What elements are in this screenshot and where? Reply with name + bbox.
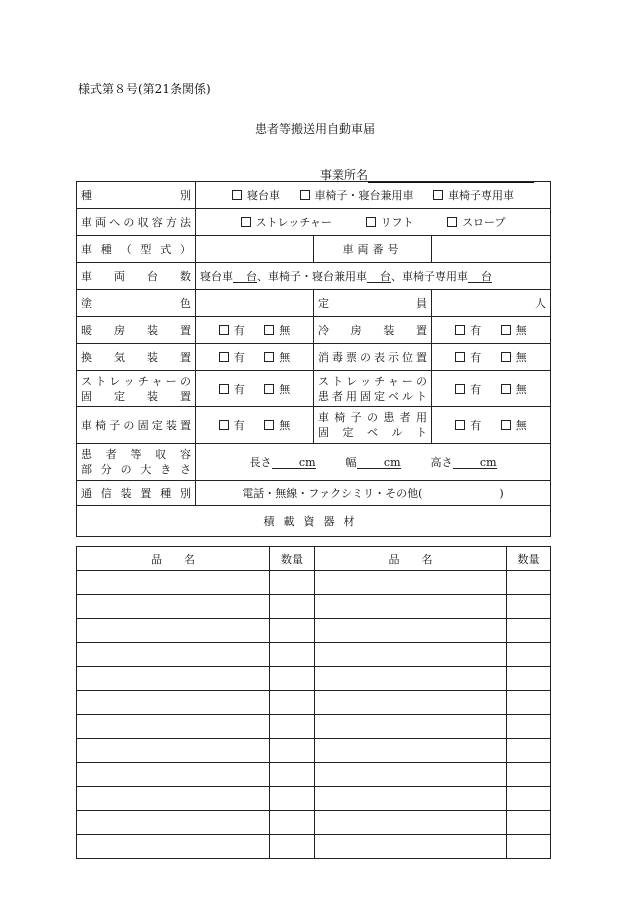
item-cell[interactable] [315, 691, 507, 715]
item-cell[interactable] [315, 619, 507, 643]
plate-label: 車両番号 [314, 236, 432, 263]
qty-cell[interactable] [270, 595, 315, 619]
qty-cell[interactable] [270, 571, 315, 595]
stretcher-fix-options [196, 371, 314, 407]
table-row [77, 715, 551, 739]
cooling-yes[interactable]: 有 [455, 324, 481, 337]
stretcher-belt-options [432, 371, 551, 407]
table-row [77, 667, 551, 691]
table-row [77, 619, 551, 643]
comm-value[interactable]: 電話・無線・ファクシミリ・その他( ) [196, 481, 551, 506]
size-values[interactable]: 長さ cm 幅 cm 高さ cm [196, 444, 551, 481]
wc-fix-options [196, 407, 314, 444]
item-cell[interactable] [315, 715, 507, 739]
item-cell[interactable] [77, 739, 270, 763]
equipment-title: 積載資器材 [77, 506, 551, 537]
item-cell[interactable] [315, 811, 507, 835]
wc-fix-yes[interactable]: 有 [219, 419, 245, 432]
qty-cell[interactable] [270, 667, 315, 691]
qty-cell[interactable] [507, 763, 551, 787]
qty-cell[interactable] [270, 835, 315, 859]
stretcher-fix-label: ストレッチャーの 固定装置 [77, 371, 196, 407]
checkbox[interactable] [455, 325, 465, 335]
table-row [77, 763, 551, 787]
qty-cell[interactable] [270, 763, 315, 787]
stretcher-belt-no[interactable]: 無 [501, 383, 527, 396]
qty-cell[interactable] [507, 595, 551, 619]
qty-cell[interactable] [270, 739, 315, 763]
stretcher-fix-yes[interactable]: 有 [219, 383, 245, 396]
paint-value[interactable] [196, 290, 314, 317]
capacity-label: 定員 [314, 290, 432, 317]
ventilation-no[interactable]: 無 [264, 351, 290, 364]
type-option-bed[interactable]: 寝台車 [232, 189, 280, 202]
item-cell[interactable] [77, 763, 270, 787]
checkbox[interactable] [241, 217, 251, 227]
table-row [77, 811, 551, 835]
item-cell[interactable] [77, 667, 270, 691]
ventilation-label: 換気装置 [77, 344, 196, 371]
table-row [77, 691, 551, 715]
ventilation-yes[interactable]: 有 [219, 351, 245, 364]
type-option-wheelchair-bed[interactable]: 車椅子・寝台兼用車 [300, 189, 414, 202]
loading-label: 車両への収容方法 [77, 209, 196, 236]
disinfect-label: 消毒票の表示位置 [314, 344, 432, 371]
table-row [77, 643, 551, 667]
ventilation-options [196, 344, 314, 371]
checkbox[interactable] [447, 217, 457, 227]
qty-cell[interactable] [507, 667, 551, 691]
checkbox[interactable] [219, 420, 229, 430]
checkbox[interactable] [264, 384, 274, 394]
checkbox[interactable] [433, 190, 443, 200]
qty-cell[interactable] [507, 691, 551, 715]
disinfect-yes[interactable]: 有 [455, 351, 481, 364]
item-cell[interactable] [77, 715, 270, 739]
wc-belt-options [432, 407, 551, 444]
checkbox[interactable] [366, 217, 376, 227]
item-cell[interactable] [315, 739, 507, 763]
checkbox[interactable] [219, 352, 229, 362]
item-cell[interactable] [77, 787, 270, 811]
vehicle-type-label: 車種（型式） [77, 236, 196, 263]
checkbox[interactable] [264, 420, 274, 430]
checkbox[interactable] [501, 384, 511, 394]
cooling-label: 冷房装置 [314, 317, 432, 344]
cooling-no[interactable]: 無 [501, 324, 527, 337]
item-cell[interactable] [77, 619, 270, 643]
wc-belt-no[interactable]: 無 [501, 419, 527, 432]
stretcher-fix-no[interactable]: 無 [264, 383, 290, 396]
qty-cell[interactable] [507, 571, 551, 595]
form-number: 様式第８号(第21条関係) [78, 82, 211, 96]
registration-table [76, 181, 551, 537]
item-cell[interactable] [77, 811, 270, 835]
checkbox[interactable] [455, 384, 465, 394]
size-label: 患者等収容 部分の大きさ [77, 444, 196, 481]
heating-options [196, 317, 314, 344]
table-row [77, 835, 551, 859]
business-name-label: 事業所名 [320, 168, 369, 182]
wc-fix-label: 車椅子の固定装置 [77, 407, 196, 444]
item-cell[interactable] [77, 595, 270, 619]
qty-cell[interactable] [270, 715, 315, 739]
item-cell[interactable] [315, 763, 507, 787]
checkbox[interactable] [300, 190, 310, 200]
table-row [77, 787, 551, 811]
checkbox[interactable] [455, 420, 465, 430]
item-cell[interactable] [315, 595, 507, 619]
document-title: 患者等搬送用自動車届 [254, 122, 375, 136]
stretcher-belt-yes[interactable]: 有 [455, 383, 481, 396]
item-cell[interactable] [315, 787, 507, 811]
table-row [77, 595, 551, 619]
vehicle-type-value[interactable] [196, 236, 314, 263]
qty-cell[interactable] [507, 835, 551, 859]
qty-cell[interactable] [507, 811, 551, 835]
paint-label: 塗色 [77, 290, 196, 317]
qty-cell[interactable] [507, 739, 551, 763]
checkbox[interactable] [501, 325, 511, 335]
qty-cell[interactable] [507, 787, 551, 811]
count-value[interactable]: 寝台車 台、車椅子・寝台兼用車 台、車椅子専用車 台 [196, 263, 551, 290]
checkbox[interactable] [219, 384, 229, 394]
qty-cell[interactable] [507, 643, 551, 667]
item-cell[interactable] [77, 643, 270, 667]
item-cell[interactable] [77, 571, 270, 595]
stretcher-belt-label: ストレッチャーの 患者用固定ベルト [314, 371, 432, 407]
heating-no[interactable]: 無 [264, 324, 290, 337]
heating-yes[interactable]: 有 [219, 324, 245, 337]
wc-belt-label: 車椅子の患者用 固定ベルト [314, 407, 432, 444]
heating-label: 暖房装置 [77, 317, 196, 344]
qty-cell[interactable] [270, 691, 315, 715]
cooling-options [432, 317, 551, 344]
type-label: 種 別 [77, 182, 196, 209]
loading-option-slope[interactable]: スロープ [447, 216, 505, 229]
qty-cell[interactable] [270, 811, 315, 835]
checkbox[interactable] [232, 190, 242, 200]
type-options [196, 182, 551, 209]
plate-value[interactable] [432, 236, 551, 263]
loading-options [196, 209, 551, 236]
checkbox[interactable] [501, 352, 511, 362]
qty-cell[interactable] [507, 619, 551, 643]
item-header-right: 品 名 [315, 547, 507, 571]
table-row [77, 739, 551, 763]
item-cell[interactable] [315, 643, 507, 667]
type-option-wheelchair[interactable]: 車椅子専用車 [433, 189, 514, 202]
loading-option-stretcher[interactable]: ストレッチャー [241, 216, 333, 229]
checkbox[interactable] [264, 352, 274, 362]
wc-belt-yes[interactable]: 有 [455, 419, 481, 432]
item-cell[interactable] [315, 667, 507, 691]
qty-cell[interactable] [507, 715, 551, 739]
capacity-unit: 人 [535, 297, 547, 310]
disinfect-no[interactable]: 無 [501, 351, 527, 364]
capacity-value[interactable] [432, 290, 551, 317]
equipment-table [76, 546, 551, 859]
item-header-left: 品 名 [77, 547, 270, 571]
qty-cell[interactable] [270, 619, 315, 643]
qty-cell[interactable] [270, 643, 315, 667]
qty-cell[interactable] [270, 787, 315, 811]
item-cell[interactable] [315, 835, 507, 859]
comm-label: 通信装置種別 [77, 481, 196, 506]
item-cell[interactable] [77, 691, 270, 715]
item-cell[interactable] [315, 571, 507, 595]
checkbox[interactable] [455, 352, 465, 362]
checkbox[interactable] [219, 325, 229, 335]
loading-option-lift[interactable]: リフト [366, 216, 414, 229]
qty-header-left: 数量 [270, 547, 315, 571]
wc-fix-no[interactable]: 無 [264, 419, 290, 432]
qty-header-right: 数量 [507, 547, 551, 571]
checkbox[interactable] [501, 420, 511, 430]
table-row [77, 571, 551, 595]
checkbox[interactable] [264, 325, 274, 335]
item-cell[interactable] [77, 835, 270, 859]
count-label: 車両台数 [77, 263, 196, 290]
disinfect-options [432, 344, 551, 371]
